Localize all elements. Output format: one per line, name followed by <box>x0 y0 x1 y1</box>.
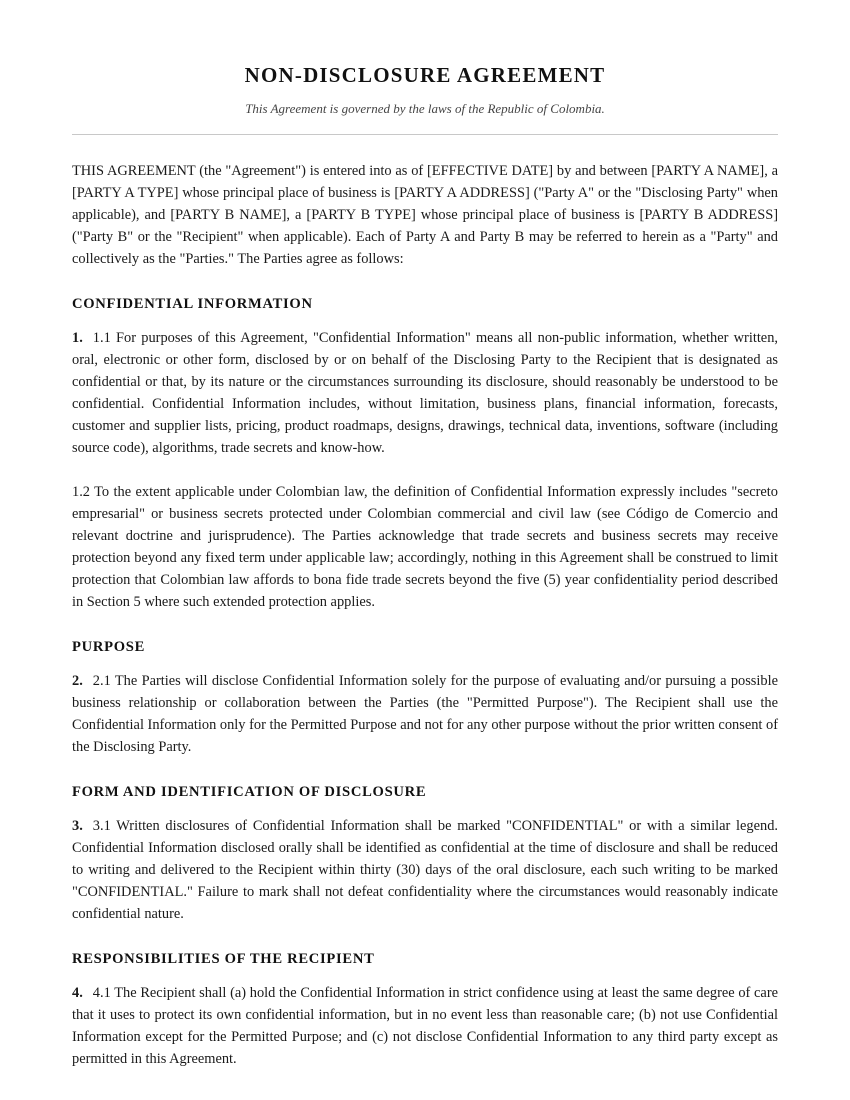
document-title: NON-DISCLOSURE AGREEMENT <box>244 63 606 87</box>
section-3-paragraph-1 <box>72 815 778 925</box>
section-2-paragraph-1 <box>72 670 778 758</box>
section-heading-responsibilities-of-recipient: RESPONSIBILITIES OF THE RECIPIENT <box>72 951 375 967</box>
section-number: 2. <box>72 673 83 689</box>
intro-paragraph: THIS AGREEMENT (the "Agreement") is entered into as of [EFFECTIVE DATE] by and between [PARTY A NAME], a [PARTY A TYPE] whose principal place of business is [PARTY A ADDRESS] ("Party A" or the "Disclosing Party" when applicable), and [PARTY B NAME], a [PARTY B TYPE] whose principal place of business is [PARTY B ADDRESS] ("Party B" or the "Recipient" when applicable). Each of Party A and Party B may be referred to herein as a "Party" and collectively as the "Parties." The Parties agree as follows: <box>72 163 778 267</box>
clause-text: 1.1 For purposes of this Agreement, "Confidential Information" means all non-public information, whether written, oral, electronic or other form, disclosed by or on behalf of the Disclosing Party to the Recipient that is designated as confidential or that, by its nature or the circumstances surrounding its disclosure, should reasonably be understood to be confidential. Confidential Information includes, without limitation, business plans, financial information, forecasts, customer and supplier lists, pricing, product roadmaps, designs, drawings, technical data, inventions, software (including source code), algorithms, trade secrets and know-how. <box>72 330 778 456</box>
header-divider <box>72 134 778 135</box>
clause-text: 4.1 The Recipient shall (a) hold the Confidential Information in strict confidence using at least the same degree of care that it uses to protect its own confidential information, but in no event less than reasonable care; (b) not use Confidential Information except for the Permitted Purpose; and (c) not disclose Confidential Information to any third party except as permitted in this Agreement. <box>72 985 778 1067</box>
section-1-paragraph-1 <box>72 327 778 459</box>
governing-law-subtitle: This Agreement is governed by the laws of the Republic of Colombia. <box>245 101 605 116</box>
section-number: 4. <box>72 985 83 1001</box>
section-heading-form-and-identification: FORM AND IDENTIFICATION OF DISCLOSURE <box>72 784 427 800</box>
clause-text: 3.1 Written disclosures of Confidential Information shall be marked "CONFIDENTIAL" or with a similar legend. Confidential Information disclosed orally shall be identified as confidential at the time of disclosure and shall be reduced to writing and delivered to the Recipient within thirty (30) days of the oral disclosure, each such writing to be marked "CONFIDENTIAL." Failure to mark shall not defeat confidentiality where the circumstances would reasonably indicate confidential nature. <box>72 818 778 922</box>
clause-text: 2.1 The Parties will disclose Confidential Information solely for the purpose of evaluating and/or pursuing a possible business relationship or collaboration between the Parties (the "Permitted Purpose"). The Recipient shall use the Confidential Information only for the Permitted Purpose and not for any other purpose without the prior written consent of the Disclosing Party. <box>72 673 778 755</box>
section-4-paragraph-1 <box>72 982 778 1070</box>
section-number: 1. <box>72 330 83 346</box>
section-heading-confidential-information: CONFIDENTIAL INFORMATION <box>72 296 313 312</box>
section-1-paragraph-2: 1.2 To the extent applicable under Colombian law, the definition of Confidential Information expressly includes "secreto empresarial" or business secrets protected under Colombian commercial and civil law (see Código de Comercio and relevant doctrine and jurisprudence). The Parties acknowledge that trade secrets and business secrets may receive protection beyond any fixed term under applicable law; accordingly, nothing in this Agreement shall be construed to limit protection that Colombian law affords to bona fide trade secrets beyond the five (5) year confidentiality period described in Section 5 where such extended protection applies. <box>72 484 778 610</box>
section-number: 3. <box>72 818 83 834</box>
section-heading-purpose: PURPOSE <box>72 639 146 655</box>
